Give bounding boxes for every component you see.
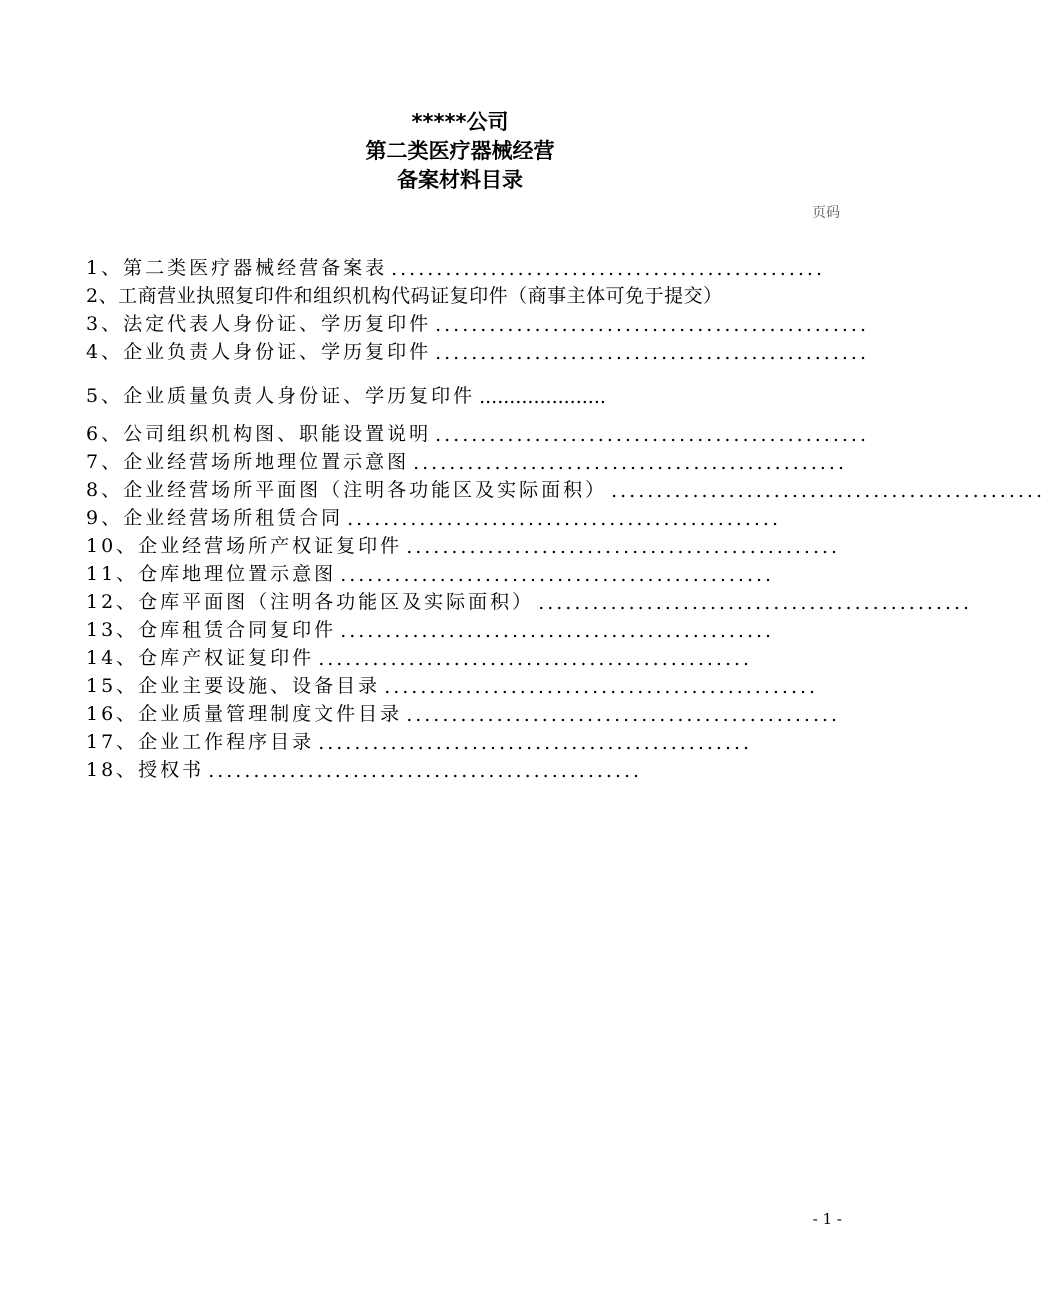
toc-item-14: [86, 640, 792, 670]
toc-item-5: [86, 378, 792, 408]
toc-item-17: [86, 724, 792, 754]
page-number-header: 页码: [812, 205, 840, 221]
toc-item-1: [86, 250, 825, 280]
toc-item-leader: ................................................: [208, 760, 643, 782]
toc-item-label: 8、企业经营场所平面图（注明各功能区及实际面积）: [86, 479, 608, 501]
toc-item-leader: ................................................: [406, 536, 841, 558]
toc-item-15: [86, 668, 819, 698]
title-line-2: 第二类医疗器械经营: [365, 139, 555, 163]
toc-item-leader: ................................................: [406, 704, 841, 726]
toc-item-leader: ................................................: [340, 564, 775, 586]
toc-item-label: 17、企业工作程序目录: [86, 731, 315, 753]
toc-item-label: 14、仓库产权证复印件: [86, 647, 315, 669]
toc-item-label: 6、公司组织机构图、职能设置说明: [86, 423, 432, 445]
toc-item-label: 2、工商营业执照复印件和组织机构代码证复印件（商事主体可免于提交）: [86, 285, 723, 307]
toc-item-leader: ................................................: [538, 592, 973, 614]
page-number-footer: - 1 -: [812, 1210, 842, 1228]
toc-item-leader: ................................................: [435, 314, 869, 336]
toc-item-leader: ................................................: [384, 676, 819, 698]
toc-item-label: 18、授权书: [86, 759, 205, 781]
toc-item-label: 7、企业经营场所地理位置示意图: [86, 451, 410, 473]
toc-item-label: 15、企业主要设施、设备目录: [86, 675, 381, 697]
toc-item-8: [86, 472, 1045, 502]
toc-item-13: [86, 612, 792, 642]
toc-item-leader: ................................................: [413, 452, 847, 474]
toc-item-10: [86, 528, 841, 558]
toc-item-6: [86, 416, 869, 446]
company-name: *****公司: [411, 110, 509, 134]
toc-item-label: 10、企业经营场所产权证复印件: [86, 535, 403, 557]
toc-item-label: 16、企业质量管理制度文件目录: [86, 703, 403, 725]
toc-item-leader: ................................................: [435, 342, 869, 364]
toc-item-7: [86, 444, 847, 474]
toc-item-leader: ................................................: [347, 508, 781, 530]
document-title: [0, 108, 920, 195]
toc-item-18: [86, 752, 792, 782]
toc-item-label: 5、企业质量负责人身份证、学历复印件: [86, 385, 476, 407]
toc-item-label: 1、第二类医疗器械经营备案表: [86, 257, 388, 279]
toc-item-2: [86, 278, 792, 308]
toc-item-leader: .....................: [479, 386, 606, 408]
title-line-3: 备案材料目录: [397, 168, 523, 192]
toc-item-leader: ................................................: [435, 424, 869, 446]
toc-item-leader: ................................................: [318, 648, 753, 670]
toc-item-16: [86, 696, 841, 726]
toc-item-leader: ................................................: [340, 620, 775, 642]
toc-item-3: [86, 306, 869, 336]
toc-item-label: 12、仓库平面图（注明各功能区及实际面积）: [86, 591, 535, 613]
toc-item-leader: ................................................: [611, 480, 1045, 502]
toc-item-11: [86, 556, 792, 586]
toc-item-label: 13、仓库租赁合同复印件: [86, 619, 337, 641]
toc-item-9: [86, 500, 792, 530]
toc-item-label: 9、企业经营场所租赁合同: [86, 507, 344, 529]
toc-item-label: 11、仓库地理位置示意图: [86, 563, 337, 585]
toc-item-leader: ................................................: [318, 732, 753, 754]
toc-item-leader: ................................................: [391, 258, 825, 280]
toc-item-12: [86, 584, 973, 614]
toc-item-label: 3、法定代表人身份证、学历复印件: [86, 313, 432, 335]
toc-item-label: 4、企业负责人身份证、学历复印件: [86, 341, 432, 363]
toc-item-4: [86, 334, 869, 364]
